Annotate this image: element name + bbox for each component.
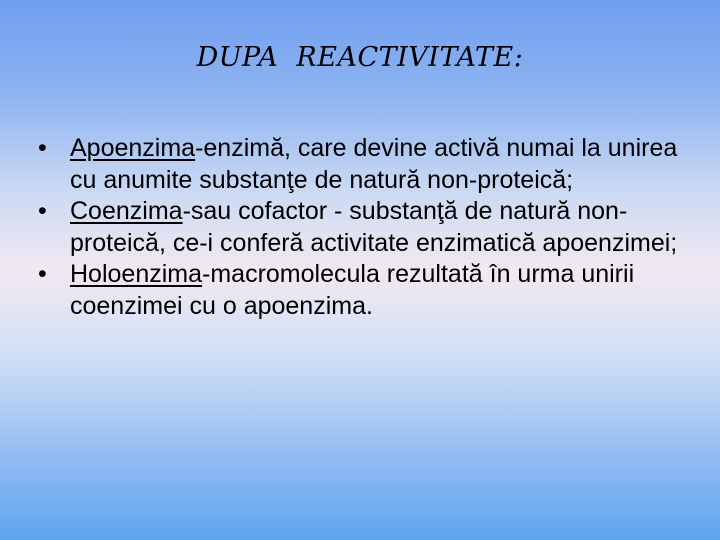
slide-title: DUPA REACTIVITATE: — [196, 42, 524, 73]
bullet-icon: • — [38, 134, 47, 162]
bullet-icon: • — [38, 260, 47, 288]
definition-coenzima: -sau cofactor - substanţă de natură non-proteică, ce-i conferă activitate enzimatică apoenzimei; — [70, 197, 678, 257]
bullet-item-apoenzima — [38, 133, 688, 196]
term-coenzima: Coenzima — [70, 197, 183, 225]
bullet-list — [38, 133, 688, 322]
term-holoenzima: Holoenzima — [70, 260, 203, 288]
term-apoenzima: Apoenzima — [70, 134, 196, 162]
definition-holoenzima: -macromolecula rezultată în urma unirii coenzimei cu o apoenzima. — [70, 260, 635, 320]
definition-apoenzima: -enzimă, care devine activă numai la unirea cu anumite substanţe de natură non-proteică; — [70, 134, 678, 194]
bullet-item-coenzima — [38, 196, 688, 259]
bullet-icon: • — [38, 197, 47, 225]
bullet-item-holoenzima — [38, 259, 688, 322]
